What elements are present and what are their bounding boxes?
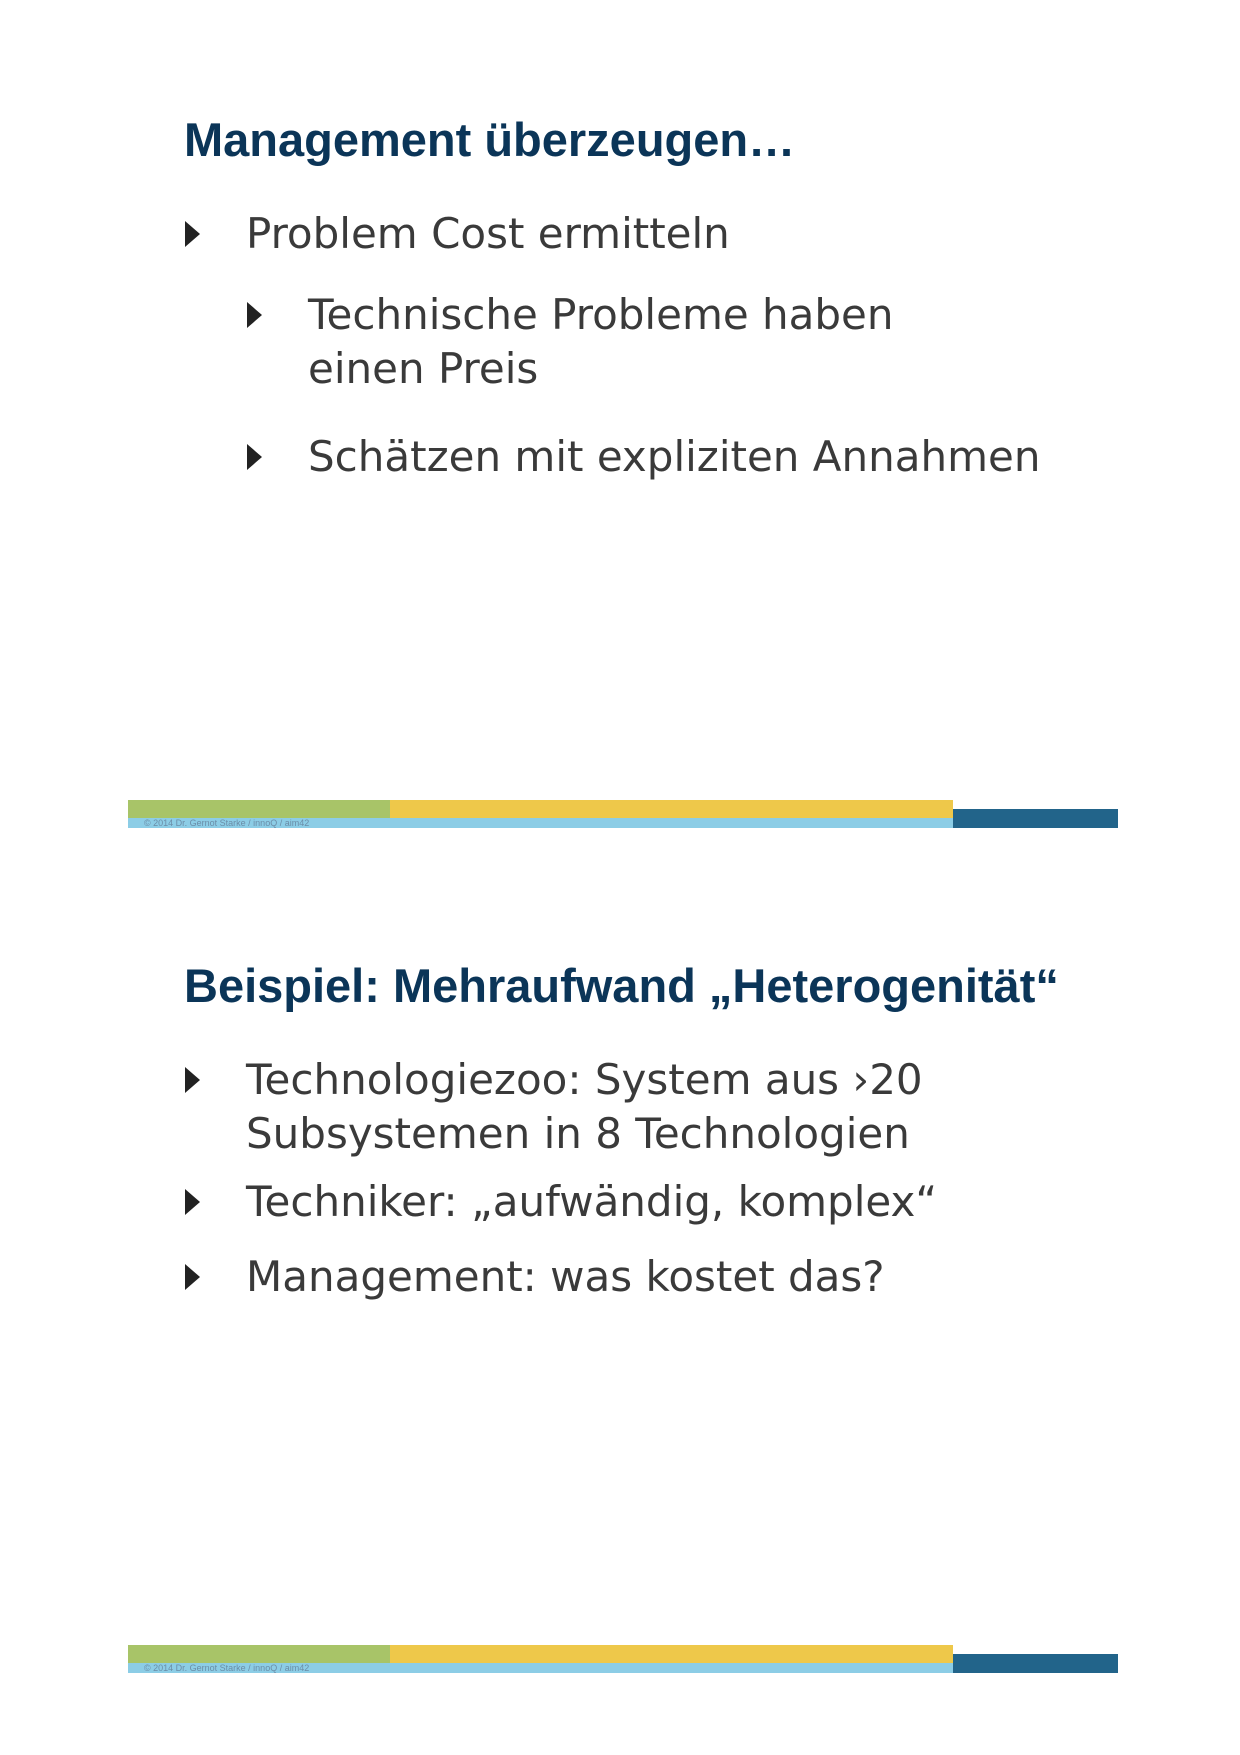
slide-title: Beispiel: Mehraufwand „Heterogenität“ [184, 959, 1059, 1012]
bullet-item [246, 1053, 923, 1161]
bullet-text: Problem Cost ermitteln [246, 209, 730, 258]
slide-title: Management überzeugen… [184, 113, 796, 166]
footer-copyright: © 2014 Dr. Gernot Starke / innoQ / aim42 [144, 1663, 310, 1673]
footer-bar-darkblue [953, 809, 1118, 828]
footer-color-bar [128, 1642, 1118, 1674]
bullet-item [246, 1175, 937, 1229]
bullet-text: Schätzen mit expliziten Annahmen [308, 432, 1041, 481]
slide-2 [0, 845, 1240, 1695]
bullet-text: Techniker: „aufwändig, komplex“ [246, 1177, 938, 1226]
bullet-text-continued: einen Preis [308, 344, 539, 393]
footer-bar-yellow [390, 1645, 953, 1663]
bullet-arrow-icon [247, 302, 262, 328]
bullet-arrow-icon [185, 1067, 200, 1093]
footer-copyright: © 2014 Dr. Gernot Starke / innoQ / aim42 [144, 818, 310, 828]
sub-bullet-item [308, 288, 894, 396]
footer-bar-yellow [390, 800, 953, 818]
footer-bar-green [128, 1645, 390, 1663]
sub-bullet-item [308, 430, 1040, 484]
bullet-arrow-icon [185, 1264, 200, 1290]
bullet-arrow-icon [247, 444, 262, 470]
bullet-arrow-icon [185, 221, 200, 247]
bullet-text: Technische Probleme haben [308, 290, 894, 339]
bullet-text: Management: was kostet das? [246, 1252, 885, 1301]
footer-bar-green [128, 800, 390, 818]
bullet-text-continued: Subsystemen in 8 Technologien [246, 1109, 910, 1158]
footer-bar-darkblue [953, 1654, 1118, 1673]
bullet-item [246, 1250, 885, 1304]
bullet-arrow-icon [185, 1189, 200, 1215]
footer-color-bar [128, 797, 1118, 829]
slide-1 [0, 0, 1240, 850]
bullet-text: Technologiezoo: System aus ›20 [246, 1055, 923, 1104]
bullet-item [246, 207, 730, 261]
